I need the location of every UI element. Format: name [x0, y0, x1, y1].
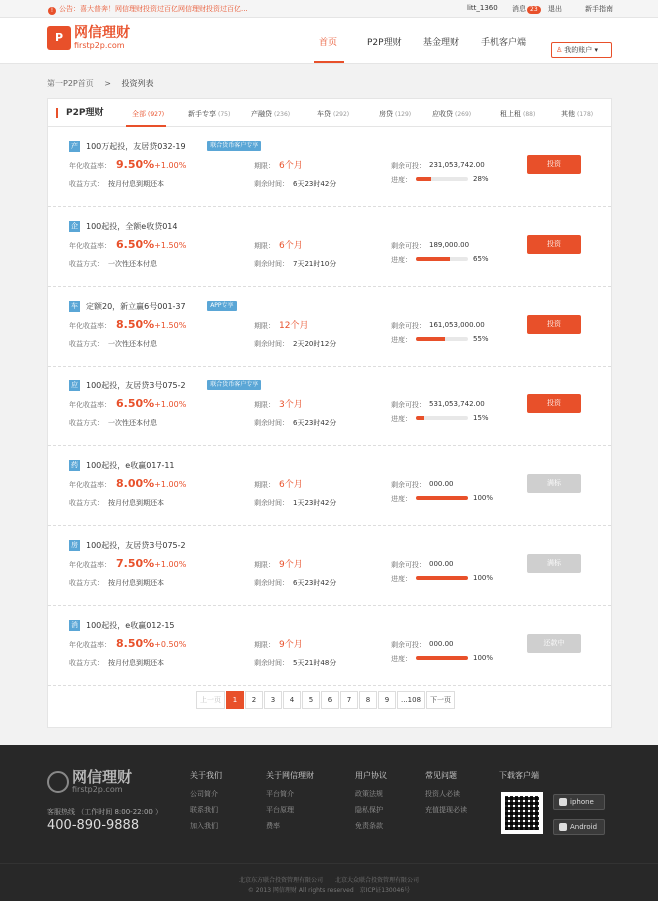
status-button: 满标	[527, 554, 581, 573]
footer-link[interactable]: 投资人必读	[425, 790, 460, 798]
progress-bar	[416, 656, 468, 660]
download-column: 下载客户端	[499, 771, 539, 780]
announcement[interactable]: ! 公告：喜大普奔！网信理财投资过百亿网信理财投资过百亿...	[48, 4, 248, 15]
rate-label: 年化收益率：	[69, 241, 111, 250]
time-left-value: 5天21时48分	[293, 658, 337, 667]
tab-5[interactable]: 应收贷 (269)	[432, 110, 472, 118]
company-names: 北京东方联合投资管理有限公司 北京大众联合投资管理有限公司	[238, 877, 419, 884]
chevron-down-icon: ▾	[594, 46, 599, 54]
term-value: 6个月	[279, 480, 303, 491]
time-left-label: 剩余时间：	[254, 259, 289, 268]
remaining-label: 剩余可投：	[391, 241, 426, 250]
page-5-button[interactable]: 5	[302, 691, 320, 709]
promo-tag: 联合货币客户专享	[207, 141, 261, 151]
method-label: 收益方式：	[69, 499, 104, 508]
tab-4[interactable]: 房贷 (129)	[379, 110, 412, 118]
progress-bar	[416, 257, 468, 261]
time-left-label: 剩余时间：	[254, 180, 289, 188]
footer-column-0	[190, 770, 222, 837]
android-icon	[559, 823, 567, 831]
annual-rate: 8.50%+1.50%	[116, 317, 187, 331]
footer-column-title: 关于我们	[190, 771, 222, 780]
annual-rate: 9.50%+1.00%	[116, 158, 187, 171]
repay-method: 按月付息到期还本	[108, 658, 164, 667]
footer-link[interactable]: 加入我们	[190, 822, 218, 830]
footer-column-2	[355, 770, 387, 837]
page-10-button[interactable]: ...108	[397, 691, 425, 709]
progress-percent: 100%	[473, 653, 494, 662]
category-badge: 企	[71, 221, 78, 230]
footer	[0, 745, 658, 901]
tab-6[interactable]: 租上租 (88)	[500, 110, 536, 118]
footer-link[interactable]: 平台简介	[266, 790, 294, 798]
footer-link[interactable]: 公司简介	[190, 790, 218, 798]
progress-percent: 15%	[473, 414, 489, 423]
footer-link[interactable]: 充值提现必读	[425, 806, 467, 814]
annual-rate: 7.50%+1.00%	[116, 557, 187, 570]
progress-label: 进度：	[391, 255, 412, 264]
breadcrumb-current: 投资列表	[121, 79, 154, 88]
footer-column-title: 用户协议	[355, 771, 387, 780]
category-badge: 应	[71, 381, 78, 390]
copyright: © 2013 网信理财 All rights reserved 京ICP证130046号	[247, 887, 411, 894]
chevron-right-icon: >	[96, 79, 119, 88]
annual-rate: 8.50%+0.50%	[116, 636, 187, 650]
method-label: 收益方式：	[69, 259, 104, 268]
user-icon: ♙	[556, 46, 563, 54]
product-row	[48, 606, 611, 686]
progress-label: 进度：	[391, 654, 412, 663]
time-left-label: 剩余时间：	[254, 419, 289, 428]
term-label: 期限：	[254, 481, 275, 490]
rate-label: 年化收益率：	[69, 481, 111, 490]
apple-icon	[559, 798, 567, 806]
product-name[interactable]: 100起投，e收赢012-15	[86, 620, 175, 630]
progress-percent: 100%	[473, 494, 494, 503]
nav-home[interactable]: 首页	[319, 38, 338, 48]
product-name[interactable]: 100起投，友居贷3号075-2	[86, 381, 186, 391]
header	[0, 18, 658, 64]
annual-rate: 6.50%+1.50%	[116, 237, 187, 251]
method-label: 收益方式：	[69, 180, 104, 188]
remaining-value: 000.00	[429, 639, 454, 648]
category-badge: 车	[71, 301, 78, 310]
logo[interactable]: P 网信理财 firstp2p.com	[47, 26, 130, 50]
progress-label: 进度：	[391, 335, 412, 344]
breadcrumb	[47, 78, 154, 89]
tab-2[interactable]: 产融贷 (236)	[251, 110, 291, 118]
next-page-button[interactable]: 下一页	[426, 691, 455, 709]
username-link[interactable]: litt_1360	[467, 4, 498, 12]
footer-logo: 网信理财 firstp2p.com	[47, 769, 132, 794]
repay-method: 一次性还本付息	[108, 339, 157, 348]
product-row	[48, 366, 611, 446]
pagination	[196, 691, 456, 709]
remaining-value: 000.00	[429, 480, 454, 489]
progress-bar	[416, 576, 468, 580]
section-title: P2P理财	[56, 108, 103, 118]
term-label: 期限：	[254, 241, 275, 250]
remaining-value: 189,000.00	[429, 240, 470, 249]
page-1-button[interactable]: 1	[226, 691, 244, 709]
qr-code	[501, 792, 543, 834]
footer-link[interactable]: 隐私保护	[355, 806, 383, 814]
method-label: 收益方式：	[69, 579, 104, 587]
remaining-label: 剩余可投：	[391, 162, 426, 170]
footer-column-3	[425, 770, 467, 821]
logout-link[interactable]: 退出	[548, 5, 562, 13]
progress-percent: 65%	[473, 254, 489, 263]
page-9-button[interactable]: 9	[378, 691, 396, 709]
footer-column-title: 关于网信理财	[266, 771, 314, 780]
tab-3[interactable]: 车贷 (292)	[317, 110, 350, 118]
account-dropdown[interactable]: ♙ 我的账户 ▾	[551, 42, 612, 58]
rate-label: 年化收益率：	[69, 162, 111, 170]
remaining-label: 剩余可投：	[391, 561, 426, 569]
method-label: 收益方式：	[69, 419, 104, 428]
investment-list-panel	[47, 98, 612, 728]
annual-rate: 6.50%+1.00%	[116, 397, 187, 411]
rate-label: 年化收益率：	[69, 561, 111, 569]
time-left-label: 剩余时间：	[254, 579, 289, 587]
status-button: 满标	[527, 474, 581, 493]
remaining-value: 231,053,742.00	[429, 161, 485, 169]
progress-bar	[416, 496, 468, 500]
category-badge: 药	[71, 461, 78, 470]
progress-label: 进度：	[391, 575, 412, 583]
iphone-download-button[interactable]: iphone	[553, 794, 605, 810]
promo-tag: APP专享	[207, 301, 236, 311]
page-2-button[interactable]: 2	[245, 691, 263, 709]
method-label: 收益方式：	[69, 339, 104, 348]
category-badge: 房	[71, 541, 78, 549]
rate-label: 年化收益率：	[69, 640, 111, 649]
category-badge: 产	[71, 142, 78, 150]
invest-button[interactable]: 投资	[527, 394, 581, 413]
remaining-label: 剩余可投：	[391, 481, 426, 490]
footer-column-title: 常见问题	[425, 771, 457, 780]
product-name[interactable]: 100起投，e收赢017-11	[86, 461, 175, 471]
category-tabs	[48, 99, 611, 127]
invest-button[interactable]: 投资	[527, 315, 581, 334]
page-4-button[interactable]: 4	[283, 691, 301, 709]
progress-label: 进度：	[391, 415, 412, 424]
time-left-value: 6天23时42分	[293, 579, 337, 587]
message-count-badge: 23	[527, 6, 541, 14]
page-3-button[interactable]: 3	[264, 691, 282, 709]
time-left-value: 6天23时42分	[293, 419, 337, 428]
page-7-button[interactable]: 7	[340, 691, 358, 709]
prev-page-button[interactable]: 上一页	[196, 691, 225, 709]
remaining-value: 000.00	[429, 560, 454, 568]
invest-button[interactable]: 投资	[527, 235, 581, 254]
tab-1[interactable]: 新手专享 (75)	[188, 110, 231, 118]
status-button: 还款中	[527, 634, 581, 653]
term-label: 期限：	[254, 321, 275, 330]
rate-label: 年化收益率：	[69, 401, 111, 410]
product-row	[48, 207, 611, 287]
term-value: 6个月	[279, 240, 303, 251]
breadcrumb-home[interactable]: 第一P2P首页	[47, 79, 94, 88]
logo-mark-icon: P	[47, 26, 71, 50]
time-left-label: 剩余时间：	[254, 339, 289, 348]
page-8-button[interactable]: 8	[359, 691, 377, 709]
progress-bar	[416, 177, 468, 181]
invest-button[interactable]: 投资	[527, 155, 581, 174]
product-name[interactable]: 定额20，新立赢6号001-37	[86, 301, 186, 311]
progress-label: 进度：	[391, 176, 412, 184]
term-label: 期限：	[254, 162, 275, 170]
remaining-label: 剩余可投：	[391, 401, 426, 410]
footer-column-1	[266, 770, 314, 837]
remaining-label: 剩余可投：	[391, 321, 426, 330]
android-download-button[interactable]: Android	[553, 819, 605, 835]
messages-link[interactable]: 消息 23	[512, 4, 541, 14]
footer-divider	[0, 863, 658, 864]
notice-icon: !	[48, 7, 56, 15]
annual-rate: 8.00%+1.00%	[116, 477, 187, 491]
term-value: 6个月	[279, 161, 303, 171]
guide-link[interactable]: 新手指南	[585, 5, 613, 13]
progress-bar	[416, 416, 468, 420]
footer-link[interactable]: 免责条款	[355, 822, 383, 830]
tab-0[interactable]: 全部 (927)	[132, 110, 165, 118]
term-value: 3个月	[279, 400, 303, 411]
promo-tag: 联合货币客户专享	[207, 380, 261, 390]
nav-p2p[interactable]: P2P理财	[367, 38, 402, 48]
remaining-value: 161,053,000.00	[429, 320, 485, 329]
term-label: 期限：	[254, 401, 275, 410]
product-row	[48, 526, 611, 606]
repay-method: 按月付息到期还本	[108, 499, 164, 508]
time-left-value: 6天23时42分	[293, 180, 337, 188]
term-label: 期限：	[254, 561, 275, 569]
repay-method: 一次性还本付息	[108, 419, 157, 428]
product-row	[48, 287, 611, 367]
time-left-value: 1天23时42分	[293, 499, 337, 508]
footer-link[interactable]: 费率	[266, 822, 280, 830]
footer-link[interactable]: 平台原理	[266, 806, 294, 814]
footer-link[interactable]: 政策法规	[355, 790, 383, 798]
footer-link[interactable]: 联系我们	[190, 806, 218, 814]
hotline-label: 客服热线 （工作时间 8:00-22:00 ）	[47, 808, 163, 816]
time-left-label: 剩余时间：	[254, 499, 289, 508]
repay-method: 按月付息到期还本	[108, 180, 164, 188]
term-label: 期限：	[254, 640, 275, 649]
product-row	[48, 446, 611, 526]
top-bar	[0, 0, 658, 18]
tab-7[interactable]: 其他 (178)	[561, 110, 594, 118]
time-left-label: 剩余时间：	[254, 658, 289, 667]
term-value: 12个月	[279, 320, 309, 331]
product-name[interactable]: 100起投，友居贷3号075-2	[86, 541, 186, 550]
repay-method: 按月付息到期还本	[108, 579, 164, 587]
term-value: 9个月	[279, 639, 303, 650]
nav-fund[interactable]: 基金理财	[423, 38, 460, 48]
remaining-value: 531,053,742.00	[429, 400, 485, 409]
page-6-button[interactable]: 6	[321, 691, 339, 709]
rate-label: 年化收益率：	[69, 321, 111, 330]
nav-active-indicator	[314, 61, 344, 63]
progress-label: 进度：	[391, 495, 412, 504]
repay-method: 一次性还本付息	[108, 259, 157, 268]
method-label: 收益方式：	[69, 658, 104, 667]
progress-percent: 55%	[473, 334, 489, 343]
nav-mobile[interactable]: 手机客户端	[481, 38, 527, 48]
progress-percent: 100%	[473, 574, 494, 582]
time-left-value: 2天20时12分	[293, 339, 337, 348]
product-row	[48, 127, 611, 207]
product-name[interactable]: 100起投，全额e收贷014	[86, 221, 178, 231]
category-badge: 消	[71, 620, 78, 629]
hotline-number: 400-890-9888	[47, 818, 140, 833]
progress-bar	[416, 337, 468, 341]
footer-logo-mark-icon	[47, 771, 69, 793]
product-name[interactable]: 100万起投，友居贷032-19	[86, 142, 186, 151]
progress-percent: 28%	[473, 175, 489, 183]
remaining-label: 剩余可投：	[391, 640, 426, 649]
time-left-value: 7天21时10分	[293, 259, 337, 268]
term-value: 9个月	[279, 560, 303, 570]
